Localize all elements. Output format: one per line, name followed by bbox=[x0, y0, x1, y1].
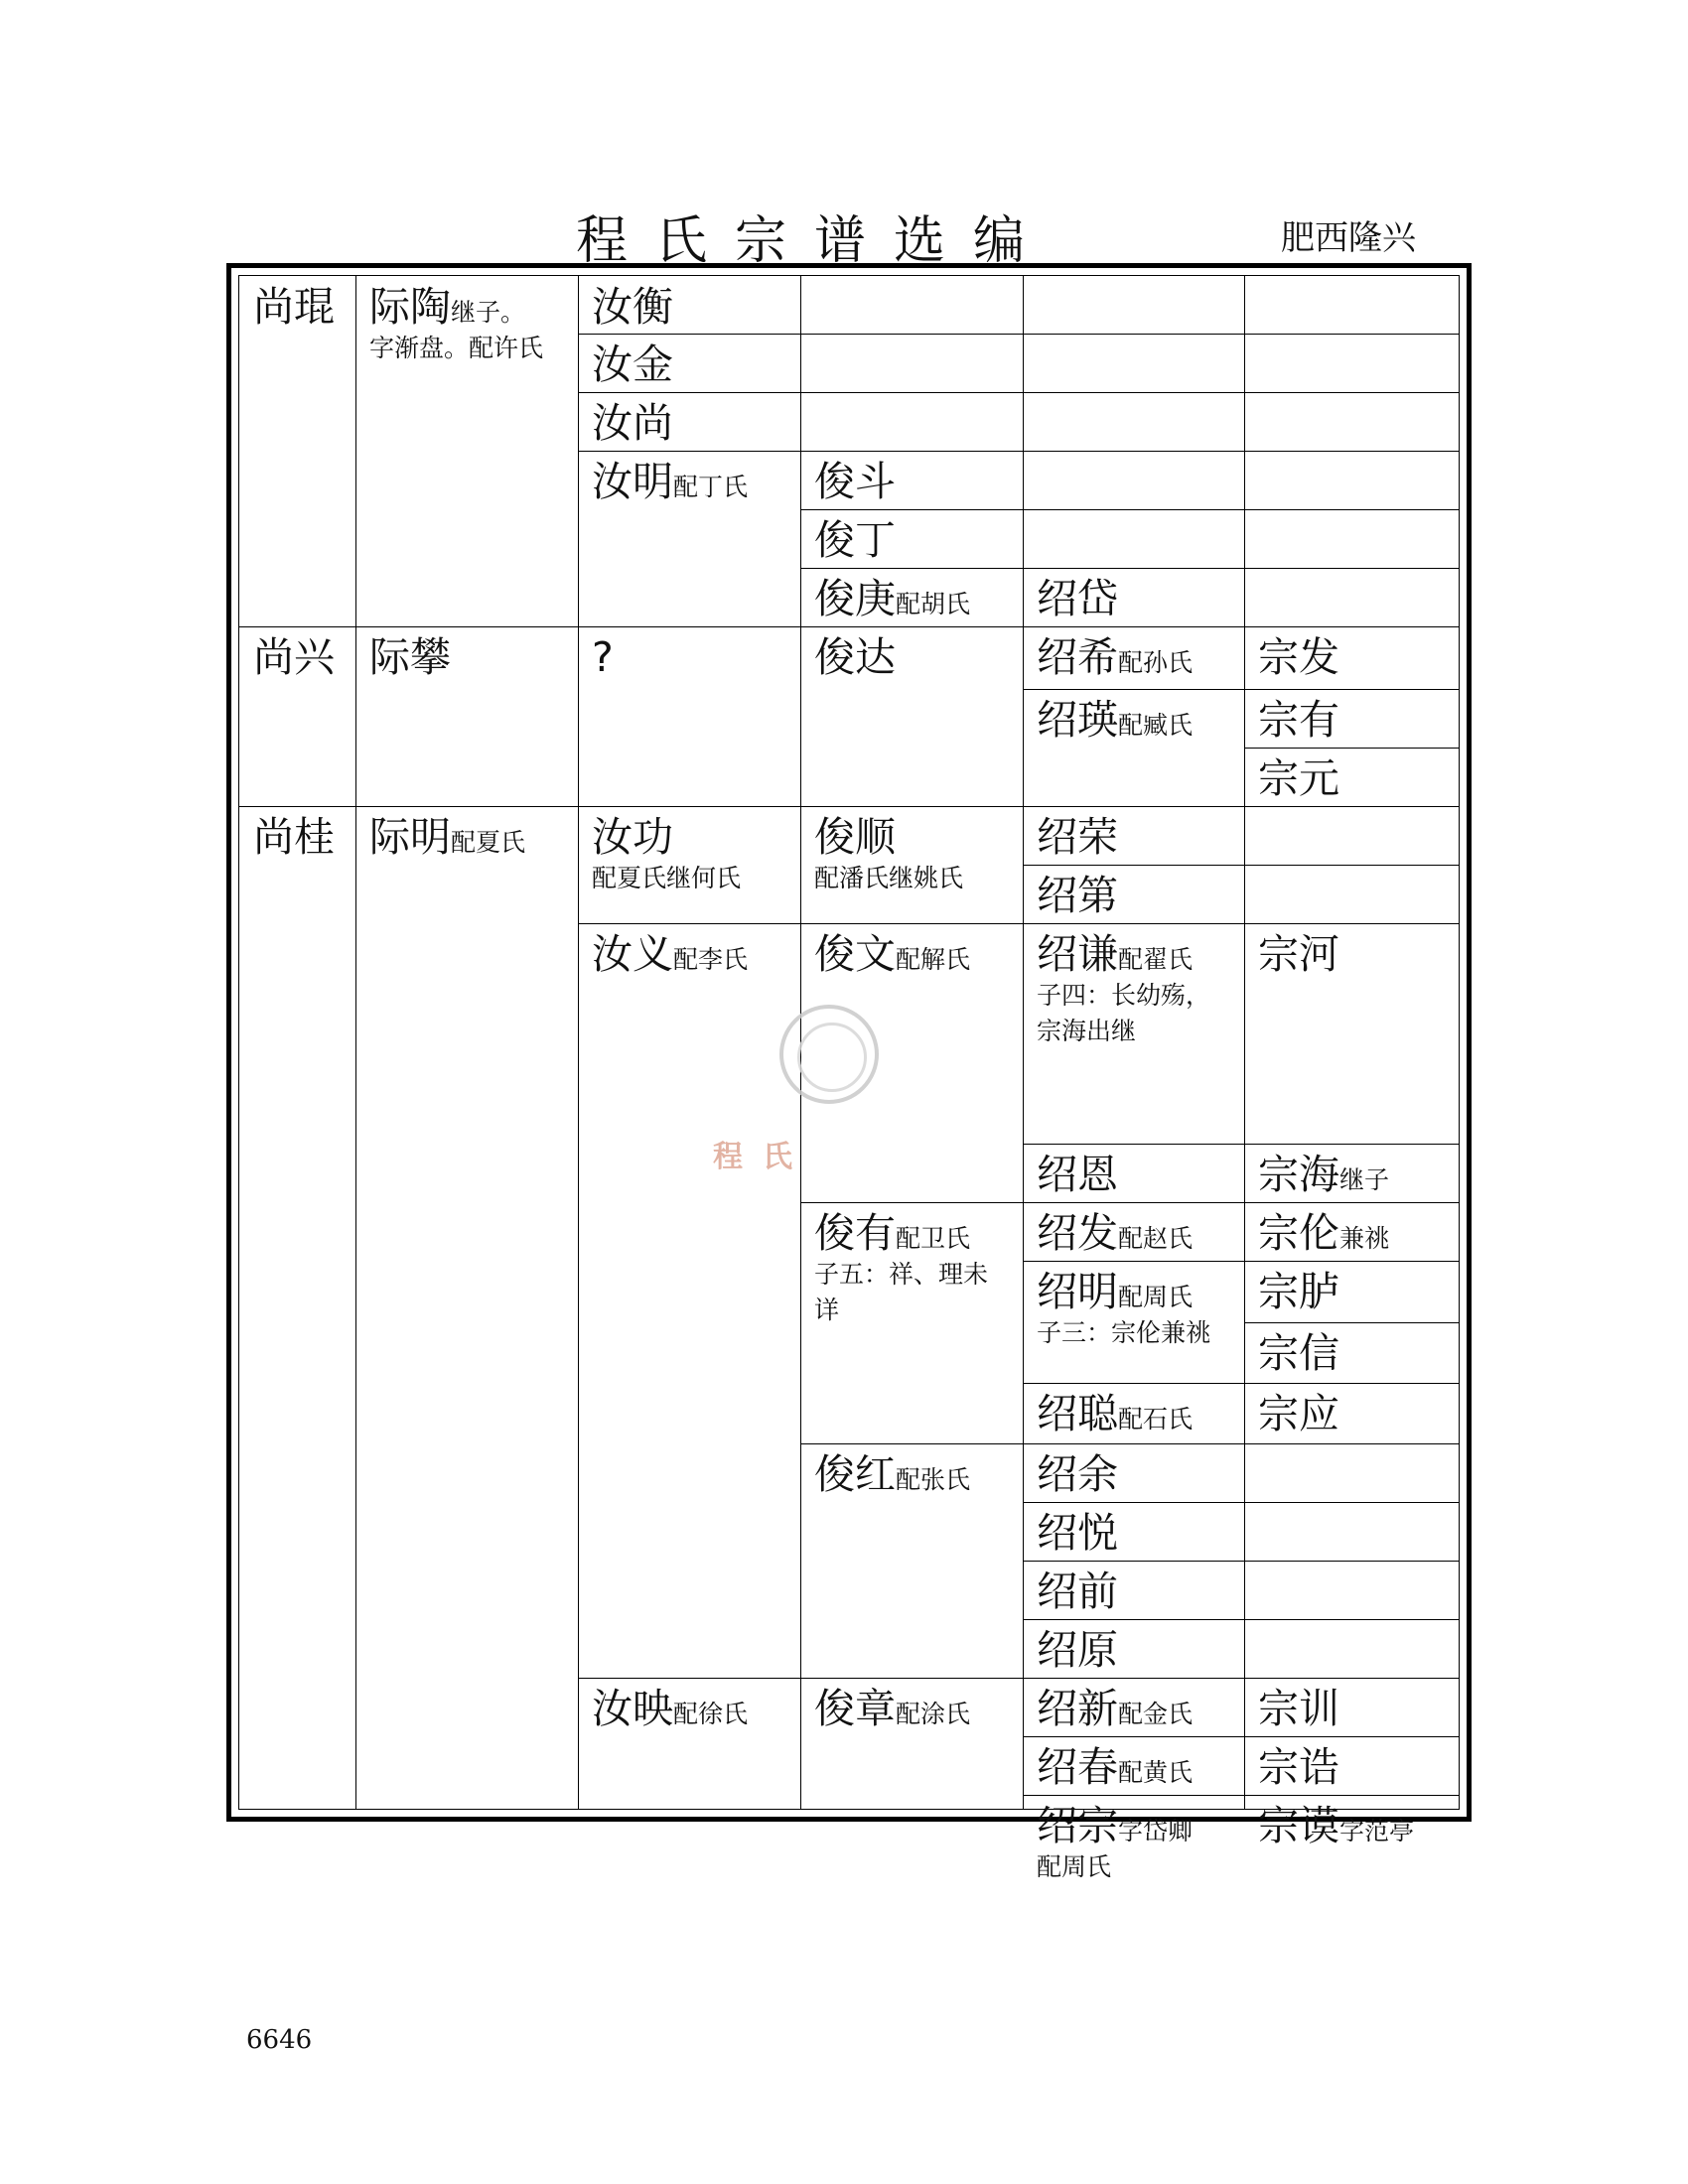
person-name: 汝映 bbox=[592, 1685, 673, 1732]
person-name: 宗有 bbox=[1258, 696, 1339, 744]
person-name: 绍新 bbox=[1037, 1685, 1118, 1732]
person-name: 际攀 bbox=[369, 633, 451, 681]
genealogy-cell bbox=[1244, 1795, 1459, 1849]
page-region: 肥西隆兴 bbox=[1281, 218, 1416, 258]
person-name: 绍希 bbox=[1037, 633, 1118, 681]
person-note: 字范亭 bbox=[1339, 1817, 1415, 1845]
person-name: 宗发 bbox=[1258, 633, 1339, 681]
person-note: 兼祧 bbox=[1339, 1224, 1390, 1253]
person-name: 俊文 bbox=[814, 930, 896, 978]
genealogy-cell bbox=[1244, 689, 1459, 748]
person-name: 俊斗 bbox=[814, 458, 896, 505]
person-name: 汝尚 bbox=[592, 399, 673, 447]
genealogy-cell bbox=[578, 276, 800, 334]
genealogy-cell bbox=[578, 451, 800, 626]
empty-cell bbox=[1244, 1443, 1459, 1502]
person-note: 配解氏 bbox=[896, 945, 971, 974]
person-note: 配卫氏 bbox=[896, 1224, 971, 1253]
genealogy-cell bbox=[1244, 1383, 1459, 1443]
person-note-line: 子四：长幼殇， bbox=[1037, 981, 1211, 1011]
genealogy-cell bbox=[800, 1443, 1023, 1678]
person-note: 配周氏 bbox=[1118, 1283, 1194, 1311]
person-name: 俊红 bbox=[814, 1450, 896, 1498]
person-name: 绍明 bbox=[1037, 1268, 1118, 1315]
empty-cell bbox=[800, 276, 1023, 334]
genealogy-cell bbox=[800, 451, 1023, 509]
empty-cell bbox=[1023, 392, 1244, 451]
person-note: 配孙氏 bbox=[1118, 648, 1194, 677]
person-note: 配李氏 bbox=[673, 945, 749, 974]
person-name: 宗伦 bbox=[1258, 1209, 1339, 1257]
person-note: 配张氏 bbox=[896, 1465, 971, 1494]
genealogy-cell bbox=[1023, 1502, 1244, 1561]
person-name: 宗训 bbox=[1258, 1685, 1339, 1732]
genealogy-cell bbox=[239, 276, 355, 626]
seal-stamp bbox=[779, 1005, 879, 1104]
person-name: 俊顺 bbox=[814, 813, 896, 861]
empty-cell bbox=[1244, 334, 1459, 392]
empty-cell bbox=[1244, 1502, 1459, 1561]
person-name: 绍聪 bbox=[1037, 1390, 1118, 1437]
genealogy-cell bbox=[1023, 1261, 1244, 1383]
genealogy-cell bbox=[1023, 1443, 1244, 1502]
person-note: 配臧氏 bbox=[1118, 711, 1194, 740]
genealogy-cell bbox=[1023, 806, 1244, 865]
genealogy-cell bbox=[355, 806, 578, 1807]
person-name: 俊庚 bbox=[814, 575, 896, 622]
person-name: 俊章 bbox=[814, 1685, 896, 1732]
empty-cell bbox=[1244, 276, 1459, 334]
genealogy-cell bbox=[1023, 1202, 1244, 1261]
genealogy-cell bbox=[800, 1202, 1023, 1443]
genealogy-cell bbox=[355, 276, 578, 626]
page-number: 6646 bbox=[246, 2025, 313, 2055]
person-note: 配翟氏 bbox=[1118, 945, 1194, 974]
row-divider bbox=[1244, 1678, 1459, 1679]
person-name: 宗河 bbox=[1258, 930, 1339, 978]
empty-cell bbox=[1244, 451, 1459, 509]
person-name: 绍瑛 bbox=[1037, 696, 1118, 744]
person-note: 配丁氏 bbox=[673, 473, 749, 501]
genealogy-cell bbox=[1244, 748, 1459, 806]
genealogy-cell bbox=[1023, 923, 1244, 1144]
row-divider bbox=[1244, 626, 1459, 627]
person-name: 宗应 bbox=[1258, 1390, 1339, 1437]
genealogy-cell bbox=[1023, 1144, 1244, 1202]
genealogy-cell bbox=[800, 806, 1023, 923]
person-name: 绍宗 bbox=[1037, 1802, 1118, 1849]
person-name: 绍余 bbox=[1037, 1450, 1118, 1498]
genealogy-cell bbox=[239, 806, 355, 1807]
person-name: 绍恩 bbox=[1037, 1151, 1118, 1198]
person-name: 尚桂 bbox=[253, 813, 335, 861]
genealogy-cell bbox=[1244, 626, 1459, 689]
empty-cell bbox=[1244, 568, 1459, 626]
person-name: 绍春 bbox=[1037, 1743, 1118, 1791]
genealogy-cell bbox=[578, 923, 800, 1678]
person-note: 配涂氏 bbox=[896, 1700, 971, 1728]
genealogy-cell bbox=[800, 509, 1023, 568]
person-name: 汝金 bbox=[592, 341, 673, 388]
person-name: 宗信 bbox=[1258, 1329, 1339, 1377]
person-name: 宗胪 bbox=[1258, 1268, 1339, 1315]
person-name: 汝明 bbox=[592, 458, 673, 505]
empty-cell bbox=[1244, 1619, 1459, 1678]
person-note-line: 配夏氏继何氏 bbox=[592, 864, 742, 893]
person-name: 宗诰 bbox=[1258, 1743, 1339, 1791]
person-name: 绍岱 bbox=[1037, 575, 1118, 622]
row-divider bbox=[800, 451, 1023, 452]
empty-cell bbox=[800, 334, 1023, 392]
person-name: 宗元 bbox=[1258, 754, 1339, 802]
genealogy-cell bbox=[1023, 1619, 1244, 1678]
genealogy-cell bbox=[1244, 1202, 1459, 1261]
person-name: 尚兴 bbox=[253, 633, 335, 681]
person-note-line: 配周氏 bbox=[1037, 1852, 1112, 1882]
genealogy-cell bbox=[578, 392, 800, 451]
person-name: 际明 bbox=[369, 813, 451, 861]
person-name: 绍第 bbox=[1037, 872, 1118, 919]
empty-cell bbox=[1244, 509, 1459, 568]
genealogy-cell bbox=[1244, 1736, 1459, 1795]
empty-cell bbox=[800, 392, 1023, 451]
person-note-line: 配潘氏继姚氏 bbox=[814, 864, 964, 893]
genealogy-cell bbox=[1023, 689, 1244, 806]
genealogy-cell bbox=[800, 1678, 1023, 1807]
empty-cell bbox=[1023, 451, 1244, 509]
person-name: 俊有 bbox=[814, 1209, 896, 1257]
genealogy-cell bbox=[1244, 1322, 1459, 1383]
genealogy-cell bbox=[578, 334, 800, 392]
genealogy-cell bbox=[1023, 865, 1244, 923]
person-note: 配赵氏 bbox=[1118, 1224, 1194, 1253]
person-note-line: 子五：祥、理未 bbox=[814, 1260, 989, 1290]
genealogy-cell bbox=[1023, 1561, 1244, 1619]
genealogy-cell bbox=[800, 568, 1023, 626]
genealogy-cell bbox=[1244, 923, 1459, 1144]
genealogy-cell bbox=[1023, 626, 1244, 689]
person-name: 汝义 bbox=[592, 930, 673, 978]
genealogy-cell bbox=[578, 626, 800, 806]
watermark-text: 程氏 bbox=[713, 1140, 812, 1174]
person-name: 绍悦 bbox=[1037, 1509, 1118, 1557]
row-divider bbox=[1244, 923, 1459, 924]
person-note: 配金氏 bbox=[1118, 1700, 1194, 1728]
person-name: 际陶 bbox=[369, 283, 451, 331]
genealogy-cell bbox=[1244, 1144, 1459, 1202]
genealogy-cell bbox=[1244, 1261, 1459, 1322]
person-name: 绍原 bbox=[1037, 1626, 1118, 1674]
genealogy-cell bbox=[1023, 568, 1244, 626]
person-name: 俊丁 bbox=[814, 516, 896, 564]
genealogy-cell bbox=[578, 806, 800, 923]
empty-cell bbox=[1244, 865, 1459, 923]
genealogy-cell bbox=[1023, 1383, 1244, 1443]
genealogy-cell bbox=[355, 626, 578, 806]
person-note-line: 字渐盘。配许氏 bbox=[369, 334, 544, 363]
person-name: 汝衡 bbox=[592, 283, 673, 331]
person-note-line: 宗海出继 bbox=[1037, 1017, 1137, 1046]
person-note: 字岱卿 bbox=[1118, 1817, 1194, 1845]
person-note: 配胡氏 bbox=[896, 590, 971, 618]
person-note: 继子。 bbox=[451, 298, 526, 327]
empty-cell bbox=[1244, 392, 1459, 451]
genealogy-cell bbox=[1023, 1795, 1244, 1882]
person-name: 俊达 bbox=[814, 633, 896, 681]
person-note-line: 子三：宗伦兼祧 bbox=[1037, 1318, 1211, 1348]
genealogy-cell bbox=[1244, 1678, 1459, 1736]
person-name: 宗谟 bbox=[1258, 1802, 1339, 1849]
genealogy-cell bbox=[239, 626, 355, 806]
empty-cell bbox=[1023, 276, 1244, 334]
person-note: 配徐氏 bbox=[673, 1700, 749, 1728]
person-name: ? bbox=[592, 633, 614, 681]
empty-cell bbox=[1023, 334, 1244, 392]
person-name: 绍谦 bbox=[1037, 930, 1118, 978]
empty-cell bbox=[1244, 1561, 1459, 1619]
person-name: 宗海 bbox=[1258, 1151, 1339, 1198]
person-note: 配黄氏 bbox=[1118, 1758, 1194, 1787]
page-title: 程氏宗谱选编 bbox=[575, 211, 1053, 271]
person-name: 汝功 bbox=[592, 813, 673, 861]
person-name: 绍荣 bbox=[1037, 813, 1118, 861]
genealogy-cell bbox=[1023, 1678, 1244, 1736]
row-divider bbox=[1023, 568, 1244, 569]
genealogy-cell bbox=[800, 626, 1023, 806]
person-note: 继子 bbox=[1339, 1165, 1390, 1194]
genealogy-cell bbox=[578, 1678, 800, 1807]
person-note: 配石氏 bbox=[1118, 1405, 1194, 1433]
person-name: 绍发 bbox=[1037, 1209, 1118, 1257]
empty-cell bbox=[1023, 509, 1244, 568]
person-note-line: 详 bbox=[814, 1296, 840, 1325]
person-note: 配夏氏 bbox=[451, 828, 526, 857]
genealogy-cell bbox=[1023, 1736, 1244, 1795]
empty-cell bbox=[1244, 806, 1459, 865]
person-name: 尚琨 bbox=[253, 283, 335, 331]
person-name: 绍前 bbox=[1037, 1568, 1118, 1615]
